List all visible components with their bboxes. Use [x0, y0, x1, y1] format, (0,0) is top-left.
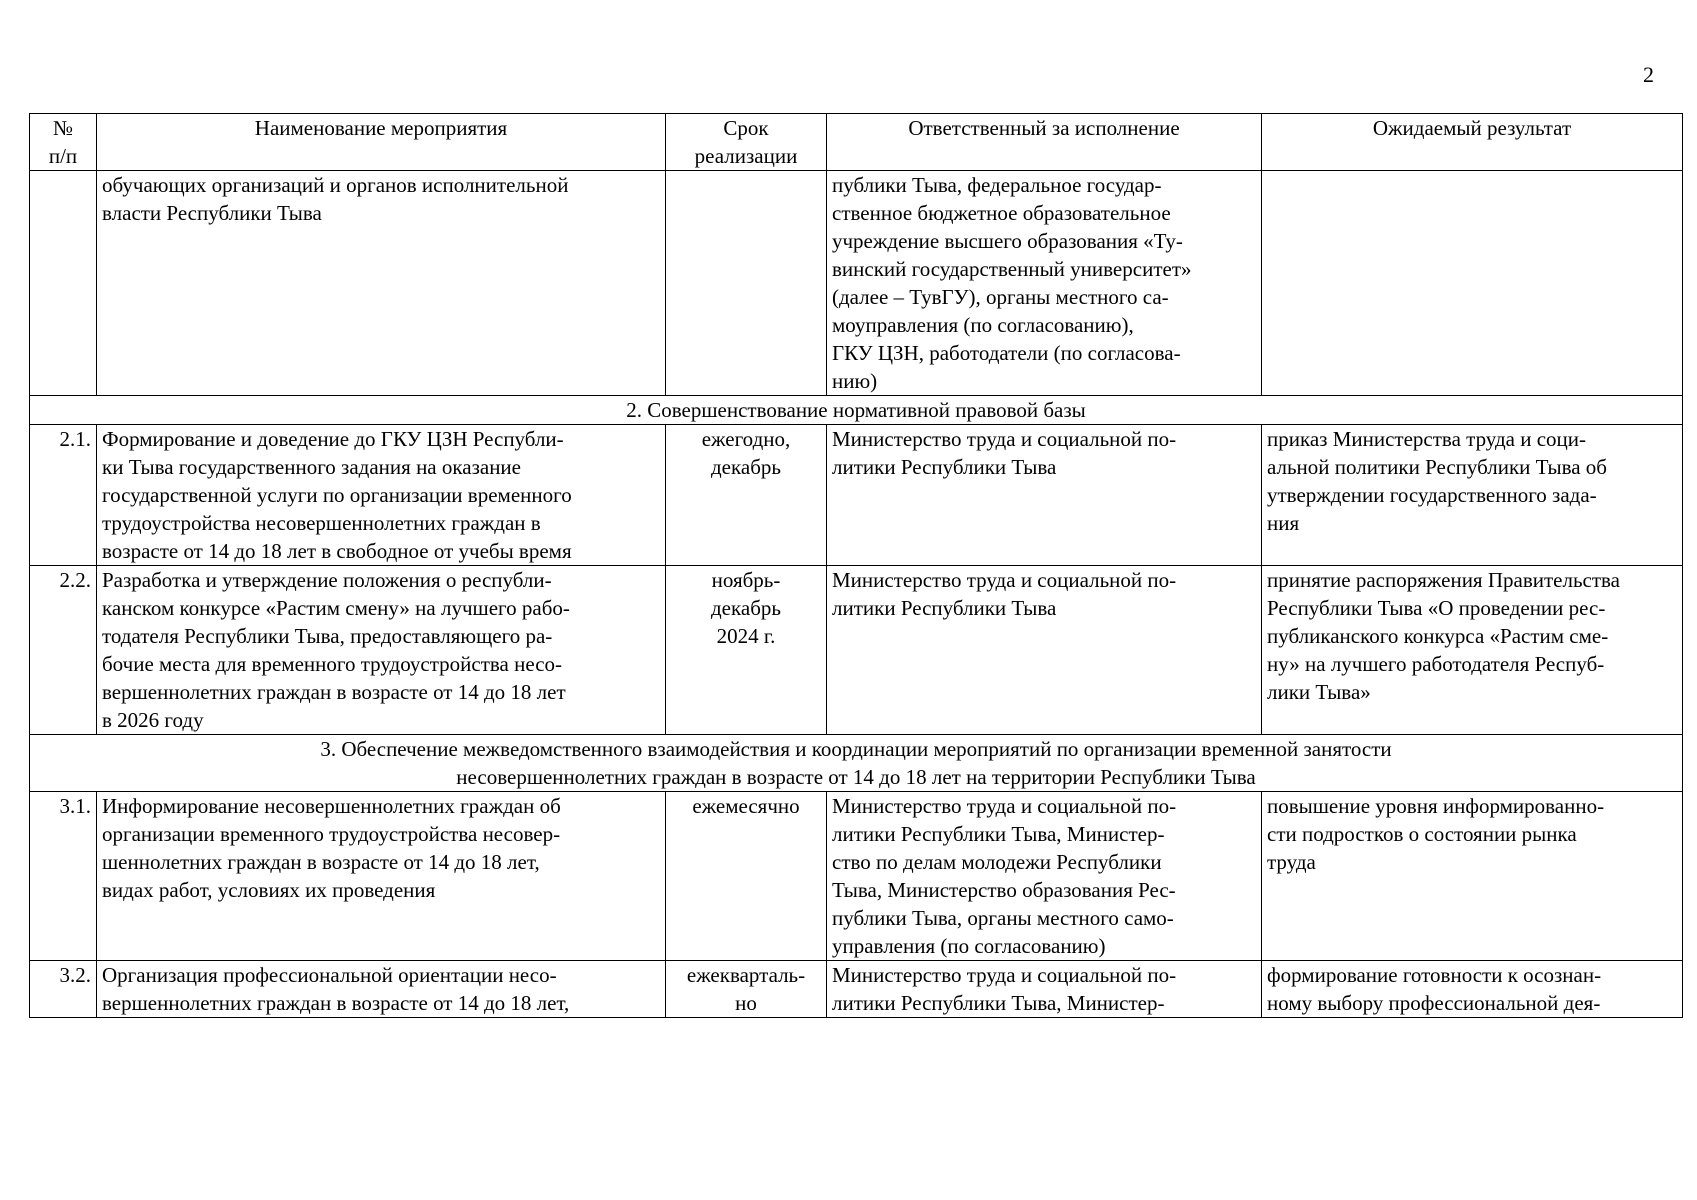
cell-num: 2.1. — [30, 425, 97, 566]
cell-name: Разработка и утверждение положения о республи- канском конкурсе «Растим смену» на лучшего рабо- тодателя Республики Тыва, предоставляющего ра- бочие места для временного трудоустройства несо- вершеннолетних граждан в возрасте от 14 до 18 лет в 2026 году — [97, 566, 666, 735]
cell-responsible: Министерство труда и социальной по- литики Республики Тыва — [827, 425, 1262, 566]
header-result: Ожидаемый результат — [1262, 114, 1683, 171]
cell-num: 3.1. — [30, 792, 97, 961]
cell-responsible: Министерство труда и социальной по- литики Республики Тыва, Министер- — [827, 961, 1262, 1018]
section-row-3 — [30, 735, 1683, 792]
cell-result: принятие распоряжения Правительства Республики Тыва «О проведении рес- публиканского конкурса «Растим сме- ну» на лучшего работодателя Респуб- лики Тыва» — [1262, 566, 1683, 735]
section-title-3: 3. Обеспечение межведомственного взаимодействия и координации мероприятий по организации временной занятости несовершеннолетних граждан в возрасте от 14 до 18 лет на территории Республики Тыва — [30, 735, 1683, 792]
table-header-row — [30, 114, 1683, 171]
header-responsible: Ответственный за исполнение — [827, 114, 1262, 171]
cell-name: Организация профессиональной ориентации несо- вершеннолетних граждан в возрасте от 14 до 18 лет, — [97, 961, 666, 1018]
cell-term: ноябрь- декабрь 2024 г. — [666, 566, 827, 735]
cell-term: ежемесячно — [666, 792, 827, 961]
cell-result: формирование готовности к осознан- ному выбору профессиональной дея- — [1262, 961, 1683, 1018]
cell-result: приказ Министерства труда и соци- альной политики Республики Тыва об утверждении государственного зада- ния — [1262, 425, 1683, 566]
cell-term: ежекварталь- но — [666, 961, 827, 1018]
table-row-3-1 — [30, 792, 1683, 961]
cell-num — [30, 171, 97, 396]
cell-name: обучающих организаций и органов исполнительной власти Республики Тыва — [97, 171, 666, 396]
cell-name: Формирование и доведение до ГКУ ЦЗН Республи- ки Тыва государственного задания на оказание государственной услуги по организации временного трудоустройства несовершеннолетних граждан в возрасте от 14 до 18 лет в свободное от учебы время — [97, 425, 666, 566]
header-name: Наименование мероприятия — [97, 114, 666, 171]
cell-result: повышение уровня информированно- сти подростков о состоянии рынка труда — [1262, 792, 1683, 961]
header-num: № п/п — [30, 114, 97, 171]
cell-result — [1262, 171, 1683, 396]
section-title-2: 2. Совершенствование нормативной правовой базы — [30, 396, 1683, 425]
measures-table — [29, 113, 1683, 1018]
cell-responsible: публики Тыва, федеральное государ- ственное бюджетное образовательное учреждение высшего образования «Ту- винский государственный университет» (далее – ТувГУ), органы местного са- моуправления (по согласованию), ГКУ ЦЗН, работодатели (по согласова- нию) — [827, 171, 1262, 396]
table-row-2-1 — [30, 425, 1683, 566]
page-number: 2 — [1643, 62, 1654, 87]
cell-name: Информирование несовершеннолетних граждан об организации временного трудоустройства несовер- шеннолетних граждан в возрасте от 14 до 18 лет, видах работ, условиях их проведения — [97, 792, 666, 961]
table-row-3-2 — [30, 961, 1683, 1018]
cell-responsible: Министерство труда и социальной по- литики Республики Тыва, Министер- ство по делам молодежи Республики Тыва, Министерство образования Рес- публики Тыва, органы местного само- управления (по согласованию) — [827, 792, 1262, 961]
table-row-continuation — [30, 171, 1683, 396]
table-row-2-2 — [30, 566, 1683, 735]
cell-num: 2.2. — [30, 566, 97, 735]
cell-num: 3.2. — [30, 961, 97, 1018]
cell-responsible: Министерство труда и социальной по- литики Республики Тыва — [827, 566, 1262, 735]
cell-term: ежегодно, декабрь — [666, 425, 827, 566]
header-term: Срок реализации — [666, 114, 827, 171]
section-row-2 — [30, 396, 1683, 425]
cell-term — [666, 171, 827, 396]
